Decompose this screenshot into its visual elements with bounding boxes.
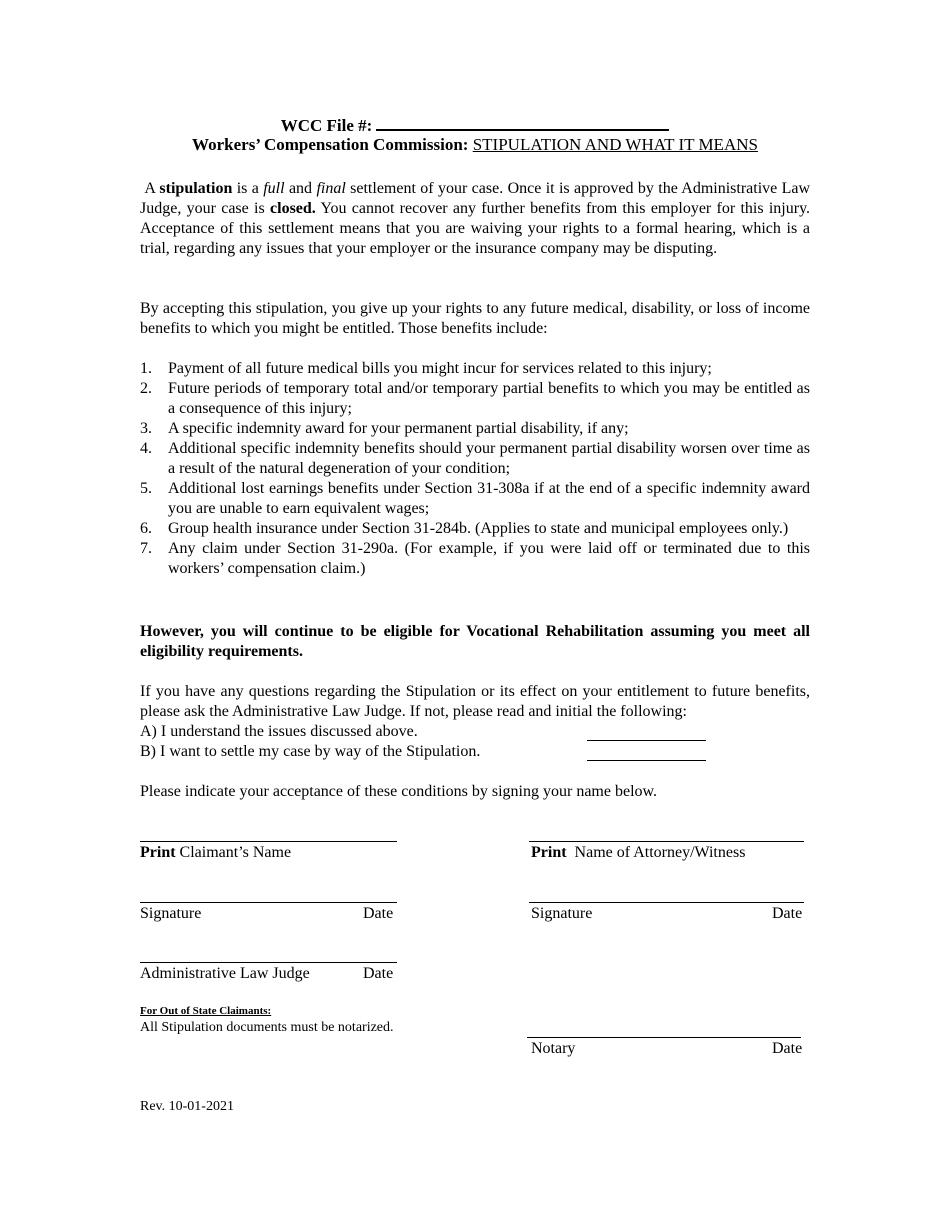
list-number: 6. [140,520,152,537]
list-item [140,479,810,519]
claimant-name-line[interactable] [140,841,397,842]
attorney-signature-line[interactable] [529,902,804,903]
acceptance-text: Please indicate your acceptance of these conditions by signing your name below. [140,783,658,800]
claimant-name-text: Claimant’s Name [179,844,292,861]
attorney-name-line[interactable] [529,841,804,842]
list-number: 7. [140,540,152,557]
attorney-date-label: Date [772,905,803,922]
initial-b-label: B) I want to settle my case by way of the Stipulation. [140,743,481,760]
alj-label: Administrative Law Judge [140,965,310,982]
list-item [140,539,810,579]
notary-signature-line[interactable] [527,1037,801,1038]
print-label: Print [140,844,176,861]
list-text: Any claim under Section 31-290a. (For example, if you were laid off or terminated due to this workers’ compensation claim.) [168,540,810,577]
alj-signature-line[interactable] [140,962,397,963]
claimant-signature-line[interactable] [140,902,397,903]
list-text: A specific indemnity award for your permanent partial disability, if any; [168,420,629,437]
list-number: 3. [140,420,152,437]
attorney-signature-label: Signature [531,905,593,922]
intro-paragraph [140,179,810,259]
commission-label: Workers’ Compensation Commission: [192,135,469,154]
intro-stipulation-term: stipulation [159,180,233,197]
attorney-name-text: Name of Attorney/Witness [574,844,746,861]
intro-text-b: is a [236,180,259,197]
questions-paragraph: If you have any questions regarding the Stipulation or its effect on your entitlement to future benefits, please ask the Administrative Law Judge. If not, please read and initial the following: [140,683,810,720]
form-title [0,135,950,155]
attorney-name-label [531,843,745,863]
benefits-list [140,359,810,579]
list-item [140,519,810,539]
alj-date-label: Date [363,965,394,982]
notary-date-label: Date [772,1040,803,1057]
list-item [140,379,810,419]
list-text: Payment of all future medical bills you might incur for services related to this injury; [168,360,712,377]
list-number: 2. [140,380,152,397]
list-item [140,359,810,379]
claimant-date-label: Date [363,905,394,922]
revision-label: Rev. 10-01-2021 [140,1099,234,1114]
notary-label: Notary [531,1040,576,1057]
intro-full-term: full [263,180,285,197]
document-title: STIPULATION AND WHAT IT MEANS [472,135,758,154]
initial-a-label: A) I understand the issues discussed above. [140,723,418,740]
out-of-state-heading: For Out of State Claimants: [140,1005,272,1017]
list-text: Additional specific indemnity benefits should your permanent partial disability worsen over time as a result of the natural degeneration of your condition; [168,440,810,477]
intro-text-a: A [144,180,156,197]
initial-a-field[interactable] [587,740,706,741]
intro-closed-term: closed. [270,200,316,217]
list-number: 4. [140,440,152,457]
list-number: 1. [140,360,152,377]
intro-text-and: and [288,180,313,197]
list-number: 5. [140,480,152,497]
out-of-state-text: All Stipulation documents must be notarized. [140,1020,394,1035]
vocational-note: However, you will continue to be eligible for Vocational Rehabilitation assuming you meet all eligibility requirements. [140,623,810,660]
list-text: Future periods of temporary total and/or temporary partial benefits to which you may be entitled as a consequence of this injury; [168,380,810,417]
list-text: Additional lost earnings benefits under Section 31-308a if at the end of a specific indemnity award you are unable to earn equivalent wages; [168,480,810,517]
print-label: Print [531,844,567,861]
intro-text-c: settlement of your case. Once it is approved by the Administrative Law Judge, your case is [140,180,811,217]
intro-text-d: You cannot recover any further benefits from this employer for this injury. Acceptance of this settlement means that you are waiving your rights to a formal hearing, which is a trial, regarding any issues that your employer or the insurance company may be disputing. [140,200,811,257]
waiver-paragraph: By accepting this stipulation, you give up your rights to any future medical, disability, or loss of income benefits to which you might be entitled. Those benefits include: [140,300,810,337]
list-text: Group health insurance under Section 31-284b. (Applies to state and municipal employees only.) [168,520,789,537]
file-number-label: WCC File #: [280,116,373,135]
claimant-name-label [140,843,291,863]
list-item [140,419,810,439]
list-item [140,439,810,479]
file-number-heading [0,113,950,136]
initial-b-field[interactable] [587,760,706,761]
file-number-field[interactable] [376,113,669,131]
intro-final-term: final [316,180,346,197]
claimant-signature-label: Signature [140,905,202,922]
